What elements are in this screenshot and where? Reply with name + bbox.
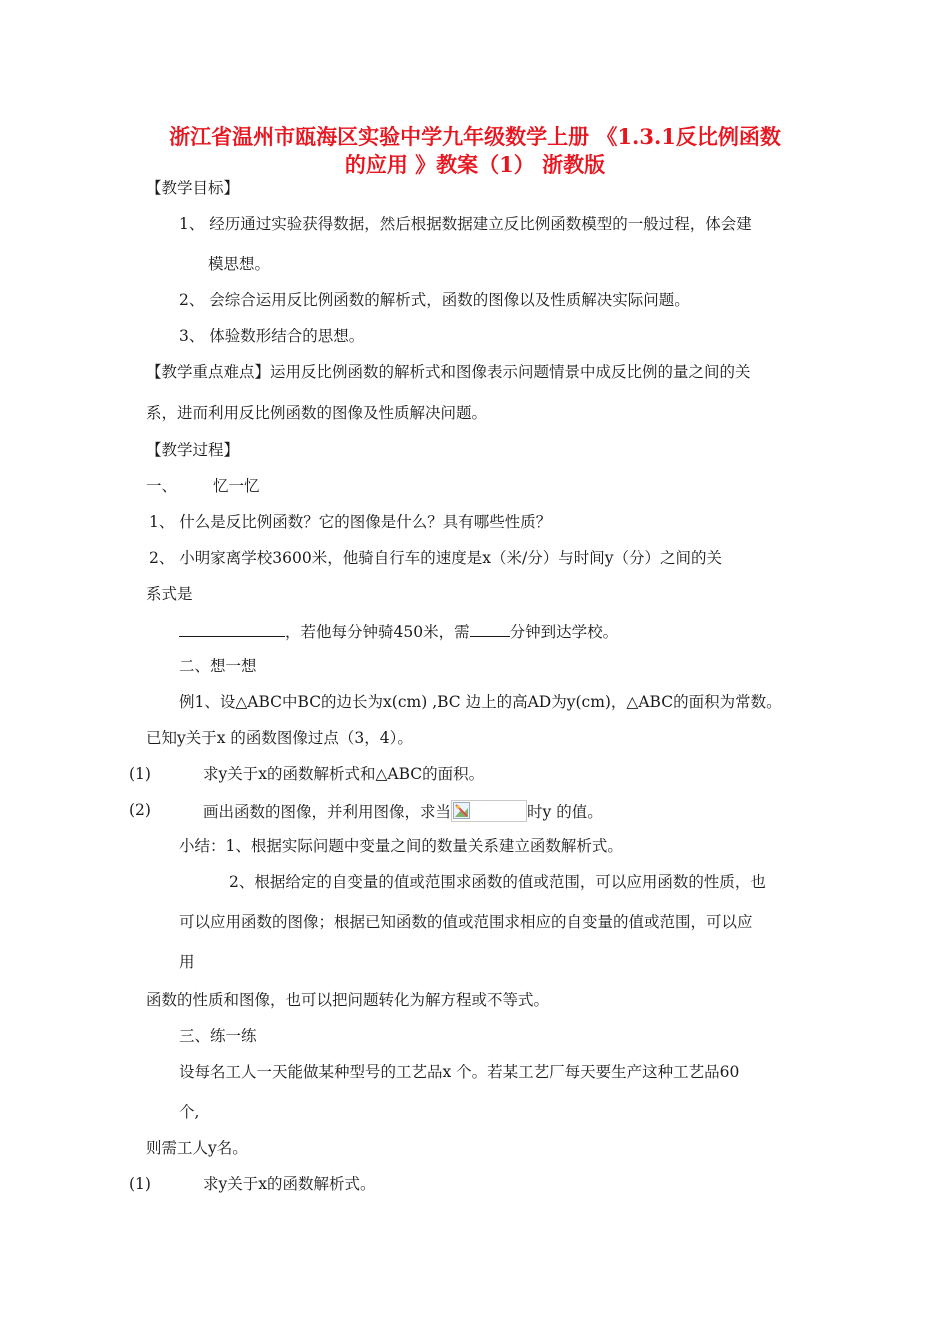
question-2: 2、 小明家离学校3600米，他骑自行车的速度是x（米/分）与时间y（分）之间的关	[149, 549, 722, 567]
summary-line5: 函数的性质和图像，也可以把问题转化为解方程或不等式。	[146, 991, 550, 1009]
goal-item-1-cont: 模思想。	[208, 255, 271, 273]
doc-title-line2: 的应用 》教案（1） 浙教版	[344, 152, 606, 177]
example-1-line1: 例1、设△ABC中BC的边长为x(cm) ,BC 边上的高AD为y(cm)，△ABC的面积为常数。	[179, 693, 782, 711]
answer-blank-formula[interactable]	[179, 620, 285, 637]
process-heading: 【教学过程】	[146, 441, 240, 459]
practice-line3: 则需工人y名。	[146, 1139, 248, 1157]
summary-line2: 2、根据给定的自变量的值或范围求函数的值或范围，可以应用函数的性质，也	[229, 873, 766, 891]
section-1-title: 忆一忆	[213, 477, 260, 495]
question-2-cont: 系式是	[146, 585, 193, 603]
part-2-number: (2)	[129, 801, 151, 819]
question-2-end-text: 分钟到达学校。	[509, 623, 619, 641]
question-1: 1、 什么是反比例函数？它的图像是什么？具有哪些性质？	[149, 513, 552, 531]
key-points-line2: 系，进而利用反比例函数的图像及性质解决问题。	[146, 404, 488, 422]
goal-item-1: 1、 经历通过实验获得数据，然后根据数据建立反比例函数模型的一般过程，体会建	[179, 215, 752, 233]
section-2-title: 二、想一想	[179, 657, 257, 675]
doc-title-line1: 浙江省温州市瓯海区实验中学九年级数学上册 《1.3.1反比例函数	[169, 124, 781, 149]
goals-heading: 【教学目标】	[146, 179, 240, 197]
part-2-text	[203, 800, 603, 822]
part-1-text: 求y关于x的函数解析式和△ABC的面积。	[203, 765, 485, 783]
section-1-number: 一、	[146, 477, 178, 495]
summary-line1: 小结：1、根据实际问题中变量之间的数量关系建立函数解析式。	[179, 837, 623, 855]
goal-item-3: 3、 体验数形结合的思想。	[179, 327, 365, 345]
part-2-text-before: 画出函数的图像，并利用图像，求当	[203, 803, 452, 821]
goal-item-2: 2、 会综合运用反比例函数的解析式，函数的图像以及性质解决实际问题。	[179, 291, 690, 309]
part-1-number: (1)	[129, 765, 151, 783]
part-2-text-after: 时y 的值。	[527, 803, 603, 821]
broken-image-icon	[451, 800, 527, 822]
summary-line3: 可以应用函数的图像；根据已知函数的值或范围求相应的自变量的值或范围，可以应	[179, 913, 753, 931]
question-2-fill	[179, 620, 618, 642]
practice-part-1-number: (1)	[129, 1175, 151, 1193]
practice-part-1-text: 求y关于x的函数解析式。	[203, 1175, 376, 1193]
question-2-middle-text: ，若他每分钟骑450米，需	[285, 623, 470, 641]
practice-line1: 设每名工人一天能做某种型号的工艺品x 个。若某工艺厂每天要生产这种工艺品60	[179, 1063, 740, 1081]
example-1-line2: 已知y关于x 的函数图像过点（3，4）。	[146, 729, 413, 747]
section-3-title: 三、练一练	[179, 1027, 257, 1045]
practice-line2: 个,	[179, 1103, 200, 1121]
summary-line4: 用	[179, 953, 195, 971]
key-points-line1: 【教学重点难点】运用反比例函数的解析式和图像表示问题情景中成反比例的量之间的关	[146, 363, 751, 381]
answer-blank-minutes[interactable]	[470, 620, 510, 637]
